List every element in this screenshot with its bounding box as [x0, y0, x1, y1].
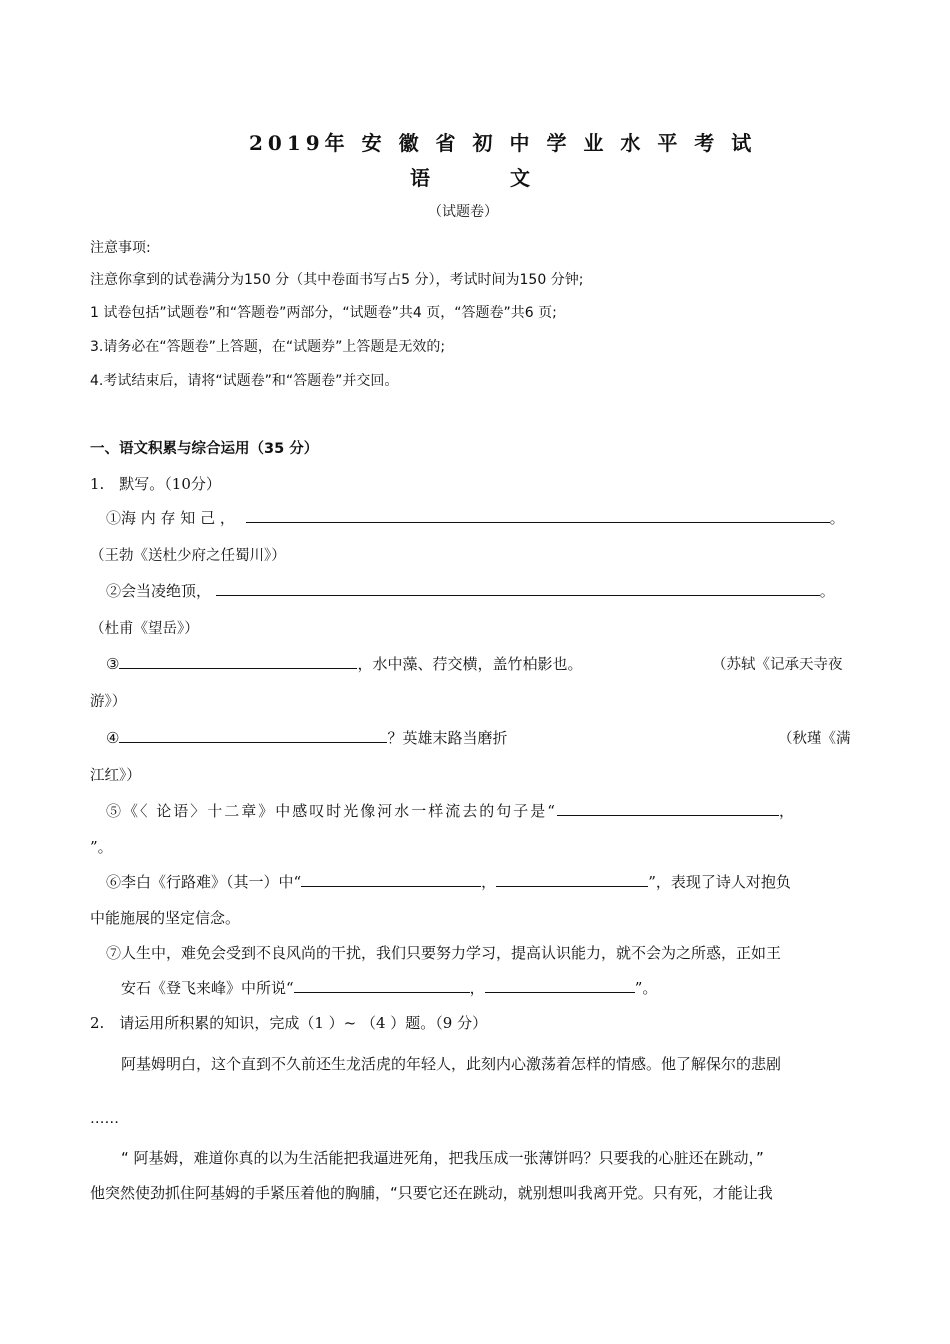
- q1-item-4: [106, 727, 507, 748]
- q1-item-5: [106, 800, 796, 821]
- note-item-3: 3.请务必在“答题卷”上答题，在“试题券”上答题是无效的;: [90, 339, 446, 355]
- question-1-stem: 1. 默写。（10分）: [90, 475, 221, 493]
- q1-item-5-text: ⑤《〈 论语〉十二章》中感叹时光像河水一样流去的句子是“: [106, 802, 557, 820]
- note-item-1: 注意你拿到的试卷满分为150 分（其中卷面书写占5 分），考试时间为150 分钟;: [90, 272, 584, 288]
- q1-item-2-source: （杜甫《望岳》）: [90, 621, 199, 637]
- q1-item-3-source-b: 游》）: [90, 694, 127, 710]
- q1-item-6: [106, 871, 791, 892]
- q1-item-3: [106, 653, 582, 674]
- q1-item-1-end: 。: [829, 509, 845, 527]
- section-heading: 一、语文积累与综合运用（35 分）: [90, 441, 319, 457]
- q1-item-6-blank-b[interactable]: [496, 872, 648, 887]
- q1-item-7-text: 安石《登飞来峰》中所说“: [121, 979, 294, 997]
- q1-item-3-source-a: （苏轼《记承天寺夜: [712, 657, 843, 673]
- q1-item-6-comma: ，: [481, 873, 497, 891]
- q1-item-5-blank[interactable]: [557, 801, 779, 816]
- q1-item-6-rest: ”，表现了诗人对抱负: [648, 873, 791, 891]
- q1-item-2: [106, 580, 835, 601]
- subject-char-right: 文: [510, 166, 530, 190]
- q1-item-6-blank-a[interactable]: [301, 872, 481, 887]
- paper-type: （试题卷）: [428, 204, 498, 220]
- q1-item-7-blank-b[interactable]: [485, 978, 635, 993]
- q1-item-4-text: ？英雄末路当磨折: [387, 729, 508, 747]
- q1-item-6-line-2: 中能施展的坚定信念。: [90, 909, 241, 927]
- question-2-stem: 2. 请运用所积累的知识，完成（1 ）~ （4 ）题。（9 分）: [90, 1014, 488, 1032]
- q1-item-4-source-a: （秋瑾《满: [778, 731, 851, 747]
- note-item-2: 1 试卷包括”试题卷”和“答题卷”两部分，“试题卷”共4 页，“答题卷”共6 页;: [90, 305, 557, 321]
- q1-item-3-mark: ③: [106, 655, 120, 673]
- q1-item-4-blank[interactable]: [119, 728, 387, 743]
- q1-item-1: [106, 507, 845, 528]
- q1-item-6-text: ⑥李白《行路难》（其一）中“: [106, 873, 302, 891]
- subject-char-left: 语: [410, 166, 430, 190]
- q1-item-7-line-1: ⑦人生中，难免会受到不良风尚的干扰，我们只要努力学习，提高认识能力，就不会为之所惑，正如王: [106, 944, 782, 962]
- passage-paragraph-1-cont: ……: [90, 1111, 119, 1127]
- q1-item-1-text: ①海 内 存 知 己 ，: [106, 509, 235, 527]
- q1-item-2-text: ②会当凌绝顶，: [106, 582, 212, 600]
- q1-item-5-comma: ，: [778, 802, 796, 820]
- exam-title: 2019年 安 徽 省 初 中 学 业 水 平 考 试: [249, 131, 757, 155]
- passage-paragraph-3: 他突然使劲抓住阿基姆的手紧压着他的胸脯，“只要它还在跳动，就别想叫我离开党。只有死，才能让我: [90, 1184, 773, 1202]
- q1-item-7-blank-a[interactable]: [294, 978, 470, 993]
- q1-item-3-blank[interactable]: [119, 654, 357, 669]
- q1-item-5-end: ”。: [90, 838, 113, 856]
- q1-item-1-blank[interactable]: [246, 508, 830, 523]
- q1-item-4-source-b: 江红》）: [90, 768, 141, 784]
- passage-paragraph-2: “ 阿基姆，难道你真的以为生活能把我逼进死角，把我压成一张薄饼吗？只要我的心脏还在跳动，”: [121, 1149, 764, 1167]
- notes-heading: 注意事项:: [90, 240, 151, 256]
- q1-item-3-text: ，水中藻、荇交横，盖竹柏影也。: [357, 655, 583, 673]
- passage-paragraph-1: 阿基姆明白，这个直到不久前还生龙活虎的年轻人，此刻内心激荡着怎样的情感。他了解保尔的悲剧: [121, 1055, 782, 1073]
- note-item-4: 4.考试结束后，请将“试题卷”和“答题卷”并交回。: [90, 373, 399, 389]
- q1-item-2-blank[interactable]: [216, 581, 820, 596]
- q1-item-7-comma: ，: [469, 979, 485, 997]
- q1-item-2-end: 。: [819, 582, 835, 600]
- q1-item-4-mark: ④: [106, 729, 120, 747]
- q1-item-7-line-2: [121, 977, 657, 998]
- q1-item-1-source: （王勃《送杜少府之任蜀川》）: [90, 548, 286, 564]
- q1-item-7-end: ”。: [634, 979, 658, 997]
